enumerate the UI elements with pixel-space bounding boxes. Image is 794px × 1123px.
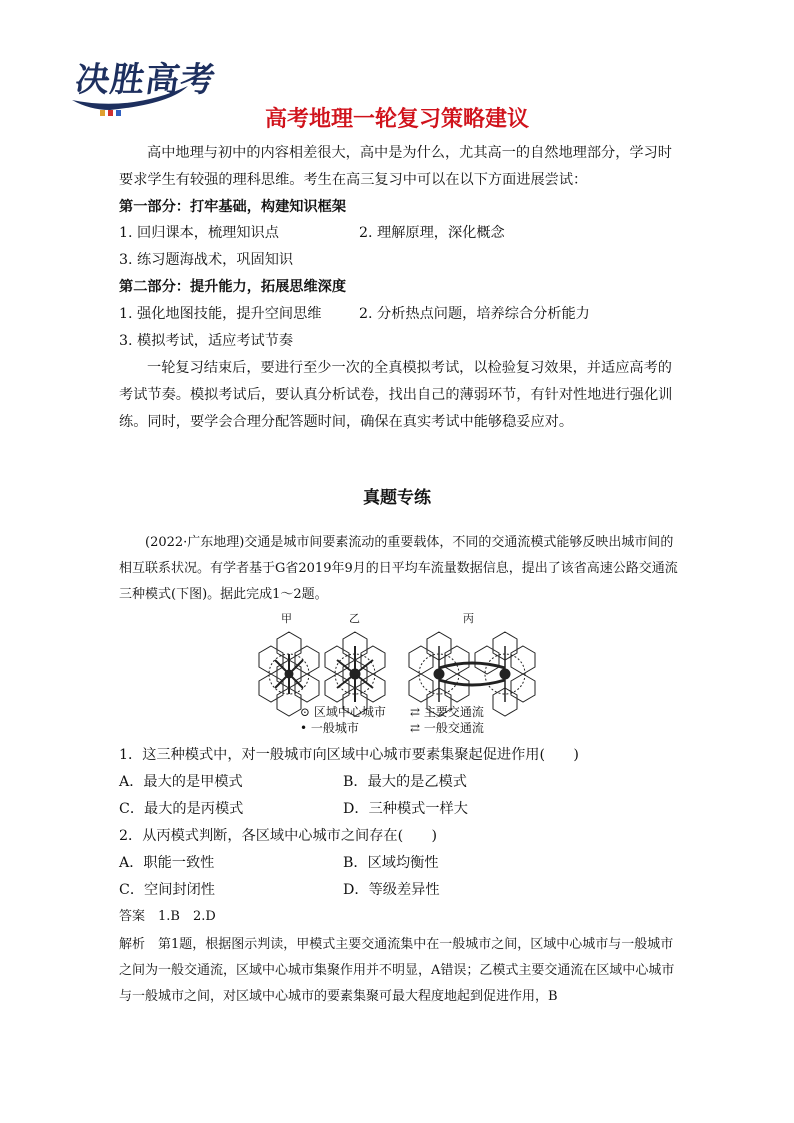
general-flow-icon: ⇄ — [410, 721, 421, 735]
q2-option-c: C．空间封闭性 — [119, 882, 215, 898]
q2-option-d: D．等级差异性 — [343, 882, 440, 898]
q1-option-d: D．三种模式一样大 — [343, 801, 468, 817]
q1-option-c: C．最大的是丙模式 — [119, 801, 244, 817]
part1-item: 3. 练习题海战术，巩固知识 — [119, 252, 294, 268]
label-bing: 丙 — [463, 612, 474, 625]
page-title: 高考地理一轮复习策略建议 — [264, 107, 529, 132]
general-city-icon: • — [300, 721, 308, 735]
legend-general-city: • 一般城市 — [300, 721, 359, 735]
center-city-icon: ⊙ — [300, 705, 311, 719]
section-title: 真题专练 — [363, 488, 431, 508]
exam-paragraph: 一轮复习结束后，要进行至少一次的全真模拟考试，以检验复习效果，并适应高考的考试节奏。模拟考试后，要认真分析试卷，找出自己的薄弱环节，有针对性地进行强化训练。同时，要学会合理分配答题时间，确保在真实考试中能够稳妥应对。 — [119, 360, 673, 430]
intro-paragraph: 高中地理与初中的内容相差很大，高中是为什么，尤其高一的自然地理部分，学习时要求学生有较强的理科思维。考生在高三复习中可以在以下方面进展尝试： — [119, 145, 672, 188]
label-jia: 甲 — [281, 612, 292, 625]
answer-line: 答案 1.B 2.D — [119, 909, 216, 924]
q2-stem: 2．从丙模式判断，各区域中心城市之间存在( ) — [119, 828, 438, 844]
diagram-figure — [255, 610, 545, 740]
logo-text: 决胜高考 — [72, 60, 219, 100]
q2-option-a: A．职能一致性 — [119, 855, 215, 871]
legend-main-flow: ⇄ 主要交通流 — [410, 705, 484, 719]
main-flow-icon: ⇄ — [410, 705, 421, 719]
label-yi: 乙 — [349, 612, 360, 625]
part2-heading: 第二部分：提升能力，拓展思维深度 — [119, 279, 347, 295]
traffic-flow-diagram — [255, 610, 545, 740]
part2-item: 3. 模拟考试，适应考试节奏 — [119, 333, 294, 349]
part1-item: 1. 回归课本，梳理知识点 — [119, 225, 279, 241]
part2-item: 2. 分析热点问题，培养综合分析能力 — [359, 306, 590, 322]
part1-item: 2. 理解原理，深化概念 — [359, 225, 505, 241]
legend-general-flow: ⇄ 一般交通流 — [410, 721, 484, 735]
q1-option-a: A．最大的是甲模式 — [119, 774, 243, 790]
part2-item: 1. 强化地图技能，提升空间思维 — [119, 306, 322, 322]
q1-option-b: B．最大的是乙模式 — [343, 774, 467, 790]
question-stem: (2022·广东地理)交通是城市间要素流动的重要载体，不同的交通流模式能够反映出城市间的相互联系状况。有学者基于G省2019年9月的日平均车流量数据信息，提出了该省高速公路交通流三种模式(下图)。据此完成1～2题。 — [119, 535, 678, 602]
q2-option-b: B．区域均衡性 — [343, 855, 439, 871]
analysis-paragraph: 解析 第1题，根据图示判读，甲模式主要交通流集中在一般城市之间，区域中心城市与一般城市之间为一般交通流，区域中心城市集聚作用并不明显，A错误；乙模式主要交通流在区域中心城市与一般城市之间，对区域中心城市的要素集聚可最大程度地起到促进作用，B — [119, 937, 675, 1004]
legend-center-city: ⊙ 区域中心城市 — [300, 705, 386, 719]
part1-heading: 第一部分：打牢基础，构建知识框架 — [119, 199, 347, 215]
q1-stem: 1．这三种模式中，对一般城市向区域中心城市要素集聚起促进作用( ) — [119, 747, 579, 763]
